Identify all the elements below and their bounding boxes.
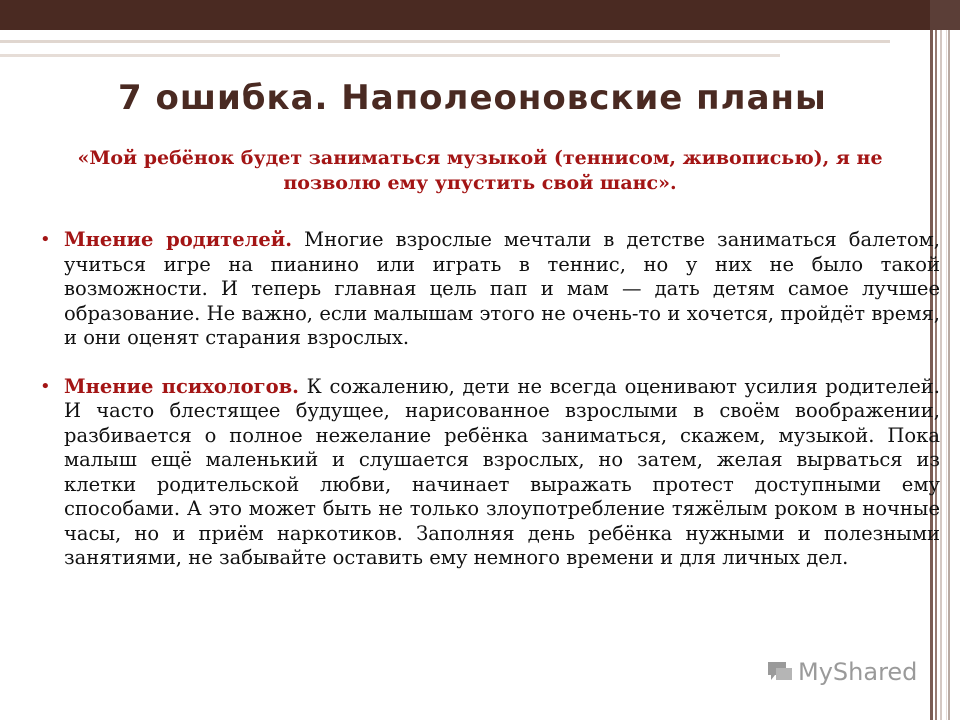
myshared-watermark xyxy=(766,656,917,688)
bullet-list xyxy=(40,228,940,571)
watermark-text: MyShared xyxy=(798,658,918,686)
top-decorative-bar xyxy=(0,0,930,30)
bullet-lead: Мнение психологов. xyxy=(64,374,299,398)
slide-quote: «Мой ребёнок будет заниматься музыкой (теннисом, живописью), я не позволю ему упустить свой шанс». xyxy=(77,147,883,194)
bullet-item-parents xyxy=(40,228,940,351)
bullet-item-psychologists xyxy=(40,375,940,571)
right-decorative-line xyxy=(948,30,950,720)
bullet-marker: • xyxy=(40,229,51,250)
bullet-marker: • xyxy=(40,375,51,397)
bullet-lead: Мнение родителей. xyxy=(64,228,293,251)
myshared-logo-icon xyxy=(766,660,794,684)
bullet-text: К сожалению, дети не всегда оценивают усилия родителей. И часто блестящее будущее, нарисованное взрослыми в своём воображении, разбивается о полное нежелание ребёнка заниматься, скажем, музыкой. Пока малыш ещё маленький и слушается взрослых, но затем, желая вырваться из клетки родительской любви, начинает выражать протест доступными ему способами. А это может быть не только злоупотребление тяжёлым роком в ночные часы, но и приём наркотиков. Заполняя день ребёнка нужными и полезными занятиями, не забывайте оставить ему немного времени и для личных дел. xyxy=(64,374,940,569)
header-decorative-line-2 xyxy=(0,54,780,57)
header-decorative-line xyxy=(0,40,890,43)
slide-title: 7 ошибка. Наполеоновские планы xyxy=(118,78,827,118)
bullet-text: Многие взрослые мечтали в детстве заниматься балетом, учиться игре на пианино или играть в теннис, но у них не было такой возможности. И теперь главная цель пап и мам — дать детям самое лучшее образование. Не важно, если малышам этого не очень-то и хочется, пройдёт время, и они оценят старания взрослых. xyxy=(64,228,940,349)
